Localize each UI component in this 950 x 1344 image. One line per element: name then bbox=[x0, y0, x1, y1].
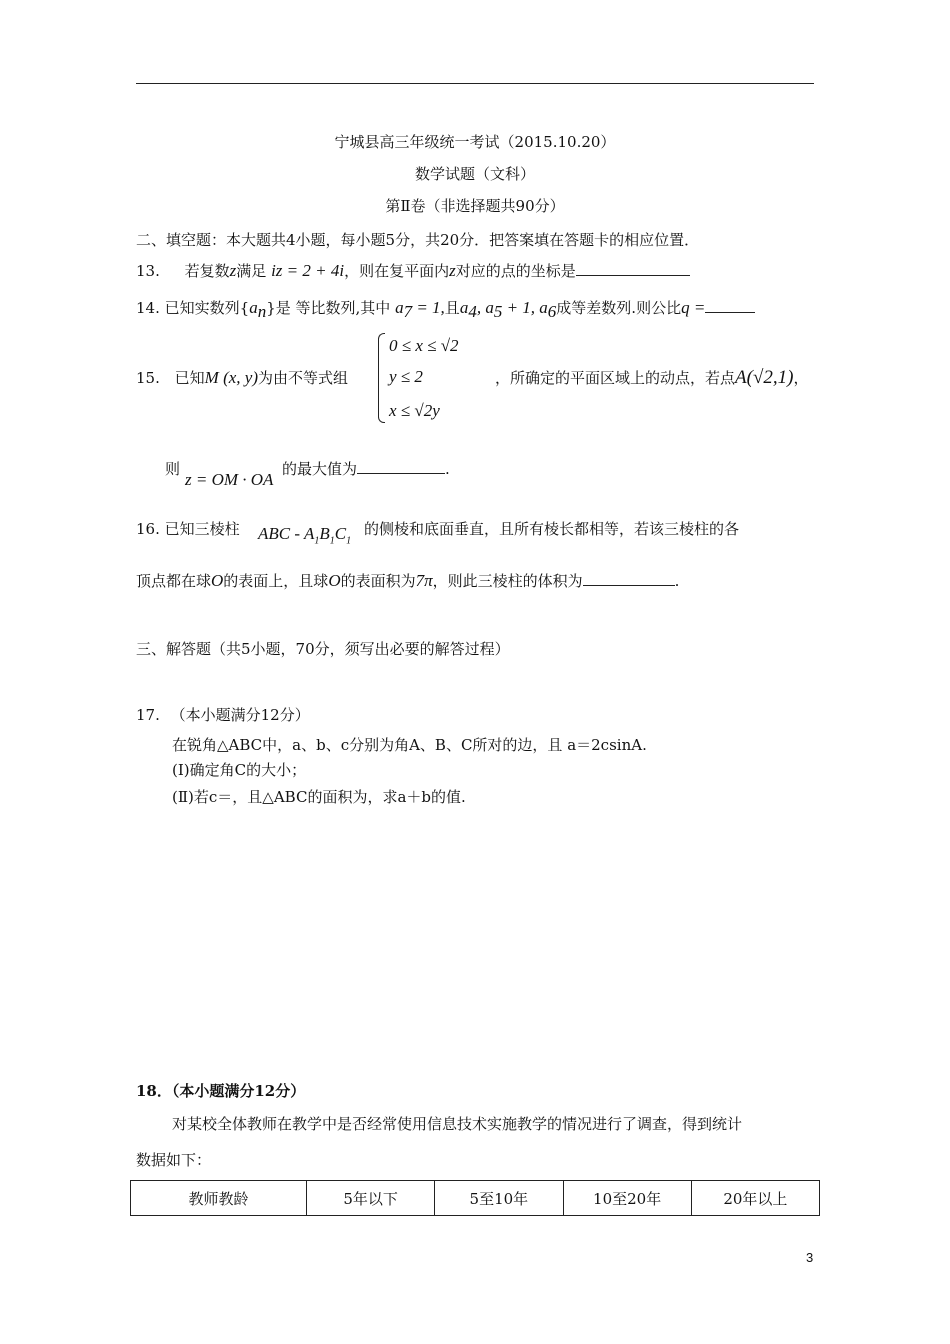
question-13: 13. 若复数z满足 iz = 2 + 4i，则在复平面内z对应的点的坐标是 bbox=[136, 260, 690, 281]
exam-subtitle: 数学试题（文科） bbox=[414, 165, 535, 183]
answer-blank[interactable] bbox=[583, 571, 675, 586]
question-14: 14. 已知实数列$\{a_n\}$是 等比数列,其中 $a_7 = 1$,且$a_4$, $a_5 + 1$, $a_6$成等差数列.则公比q = bbox=[136, 297, 755, 322]
q16-line1: 的侧棱和底面垂直，且所有棱长都相等，若该三棱柱的各 bbox=[364, 520, 740, 538]
question-17: 17. （本小题满分12分） bbox=[136, 706, 310, 724]
q15-ask: 的最大值为 . bbox=[282, 460, 450, 478]
page-number: 3 bbox=[806, 1250, 814, 1265]
inequality-2: y ≤ 2 bbox=[389, 367, 423, 386]
q15-number: 15. bbox=[136, 369, 160, 387]
q17-line1: 在锐角△ABC中，a、b、c分别为角A、B、C所对的边，且 a＝2csinA. bbox=[172, 736, 647, 754]
volume-title: 第Ⅱ卷（非选择题共90分） bbox=[385, 197, 565, 215]
answer-blank[interactable] bbox=[357, 459, 445, 474]
top-rule bbox=[136, 83, 814, 84]
inequality-1: 0 ≤ x ≤ √2 bbox=[389, 336, 459, 355]
system-brace bbox=[378, 333, 385, 423]
table-header-cell: 教师教龄 bbox=[131, 1181, 307, 1216]
table-header-cell: 5至10年 bbox=[435, 1181, 563, 1216]
q18-heading: 18．（本小题满分12分） bbox=[136, 1082, 306, 1100]
section2-heading: 二、填空题：本大题共4小题，每小题5分，共20分．把答案填在答题卡的相应位置． bbox=[136, 231, 700, 249]
question-16: 16. 已知三棱柱 bbox=[136, 520, 240, 538]
q14-number: 14. bbox=[136, 299, 160, 317]
exam-title: 宁城县高三年级统一考试（2015.10.20） bbox=[334, 133, 616, 151]
prism-name: ABC - $A_1B_1C_1$ bbox=[258, 524, 352, 547]
q18-line1: 对某校全体教师在教学中是否经常使用信息技术实施教学的情况进行了调查，得到统计 bbox=[172, 1115, 743, 1133]
q13-formula: iz = 2 + 4i bbox=[271, 261, 345, 280]
question-15-cont: ，所确定的平面区域上的动点，若点A(√2,1)， bbox=[495, 367, 809, 388]
q18-line2: 数据如下： bbox=[136, 1151, 212, 1169]
q15-then: 则 bbox=[165, 460, 181, 478]
table-header-cell: 5年以下 bbox=[307, 1181, 435, 1216]
q17-line3: (Ⅱ)若c＝，且△ABC的面积为，求a＋b的值. bbox=[172, 788, 466, 806]
inequality-3: x ≤ √2y bbox=[389, 401, 440, 420]
q17-number: 17. bbox=[136, 706, 160, 724]
answer-blank[interactable] bbox=[705, 298, 755, 313]
q13-number: 13. bbox=[136, 262, 160, 280]
table-header-cell: 10至20年 bbox=[563, 1181, 691, 1216]
q16-number: 16. bbox=[136, 520, 160, 538]
table-row bbox=[131, 1181, 820, 1216]
answer-blank[interactable] bbox=[576, 261, 690, 276]
question-15: 15. 已知M (x, y)为由不等式组 bbox=[136, 368, 348, 387]
table-header-cell: 20年以上 bbox=[691, 1181, 819, 1216]
teacher-stats-table bbox=[130, 1180, 820, 1216]
point-a: A(√2,1) bbox=[735, 367, 794, 388]
section3-heading: 三、解答题（共5小题，70分，须写出必要的解答过程） bbox=[136, 640, 510, 658]
q15-formula: z = OM · OA bbox=[185, 470, 274, 489]
q17-line2: (Ⅰ)确定角C的大小； bbox=[172, 761, 307, 779]
q16-line2: 顶点都在球O的表面上，且球O的表面积为7π，则此三棱柱的体积为 . bbox=[136, 571, 680, 590]
